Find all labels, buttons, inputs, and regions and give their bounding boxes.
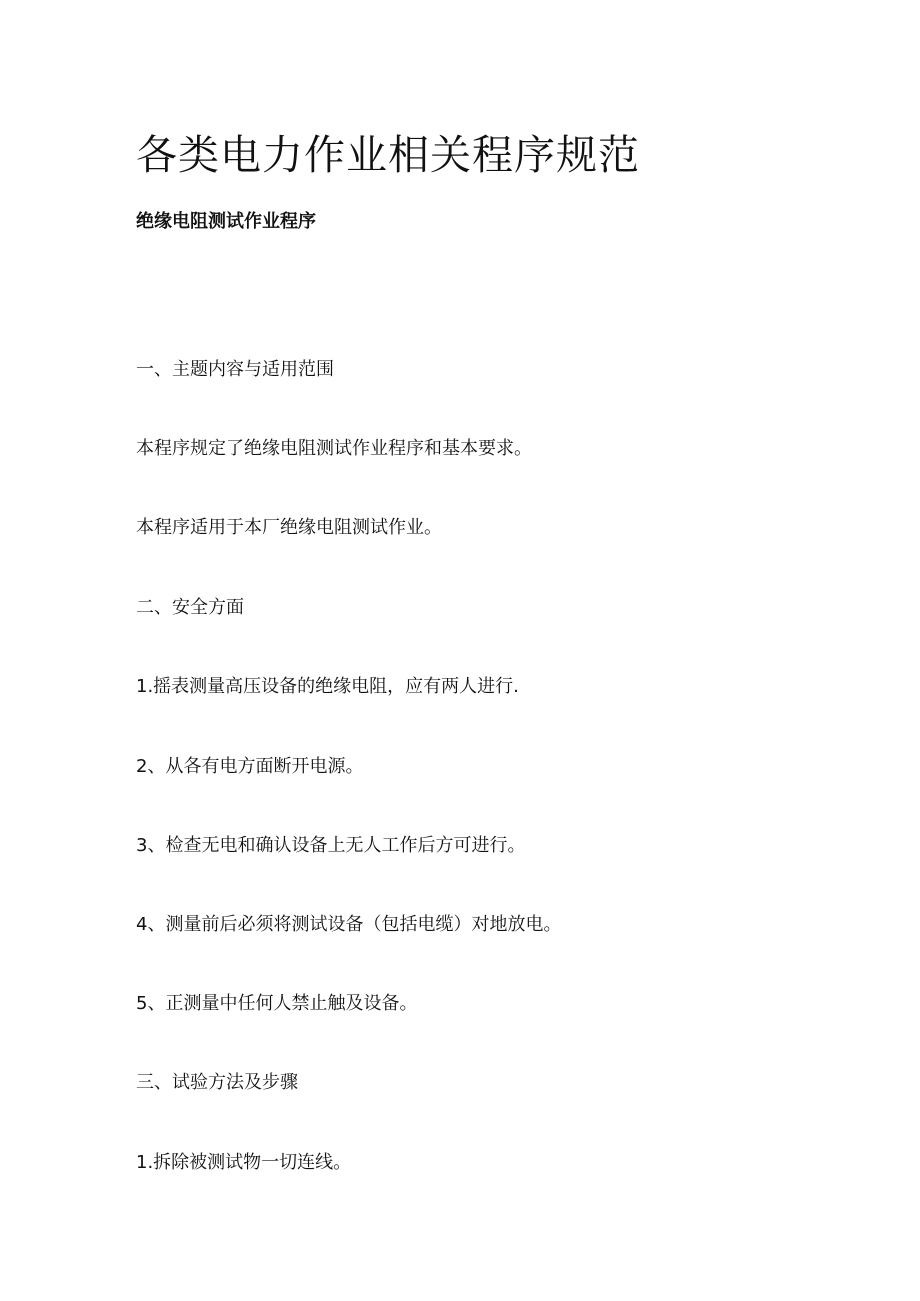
safety-item-2: 2、从各有电方面断开电源。	[136, 756, 364, 777]
section-heading-safety: 二、安全方面	[136, 597, 244, 618]
section-heading-method: 三、试验方法及步骤	[136, 1072, 298, 1093]
paragraph-applicability: 本程序适用于本厂绝缘电阻测试作业。	[136, 517, 442, 538]
safety-item-4: 4、测量前后必须将测试设备（包括电缆）对地放电。	[136, 914, 562, 935]
paragraph-purpose: 本程序规定了绝缘电阻测试作业程序和基本要求。	[136, 438, 532, 459]
section-heading-scope: 一、主题内容与适用范围	[136, 359, 334, 380]
method-item-1: 1.拆除被测试物一切连线。	[136, 1152, 352, 1173]
safety-item-5: 5、正测量中任何人禁止触及设备。	[136, 993, 418, 1014]
safety-item-1: 1.摇表测量高压设备的绝缘电阻，应有两人进行.	[136, 676, 519, 697]
document-subtitle: 绝缘电阻测试作业程序	[136, 211, 316, 232]
safety-item-3: 3、检查无电和确认设备上无人工作后方可进行。	[136, 835, 526, 856]
document-title: 各类电力作业相关程序规范	[136, 131, 640, 179]
